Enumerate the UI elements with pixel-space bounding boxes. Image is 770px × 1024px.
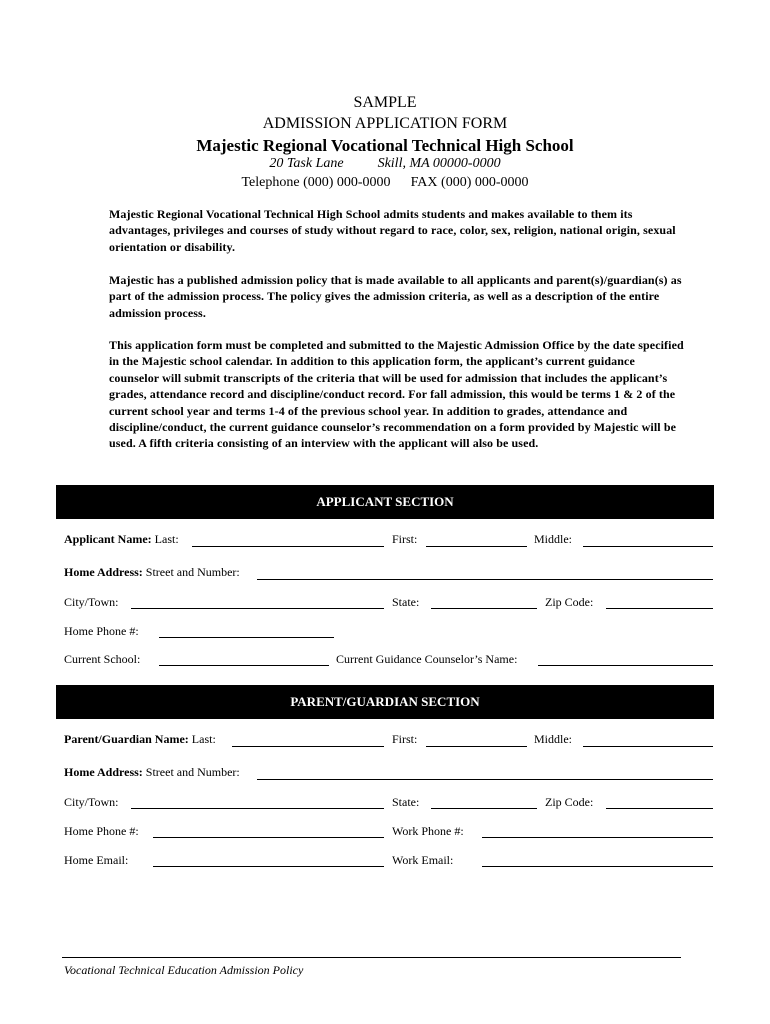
applicant-first-label: First:: [392, 532, 418, 546]
footer-divider: [62, 957, 681, 958]
applicant-middle-name-field[interactable]: [583, 546, 713, 547]
guardian-state-field[interactable]: [431, 808, 537, 809]
guardian-street-field[interactable]: [257, 779, 713, 780]
applicant-middle-label: Middle:: [534, 532, 572, 546]
applicant-home-phone-label: Home Phone #:: [64, 624, 139, 638]
applicant-name-label: Applicant Name: Last:: [64, 532, 179, 546]
current-school-field[interactable]: [159, 665, 329, 666]
applicant-section-header: APPLICANT SECTION: [56, 485, 714, 519]
guardian-state-label: State:: [392, 795, 420, 809]
instructions-paragraph: This application form must be completed and submitted to the Majestic Admission Office by the date specified in the Majestic school calendar. In addition to this application form, the applicant’s current guidance counselor will submit transcripts of the criteria that will be used for admission that includes the applicant’s grades, attendance record and discipline/conduct record. For fall admission, this would be terms 1 & 2 of the current school year and terms 1-4 of the previous school year. In addition to grades, attendance and discipline/conduct, the current guidance counselor’s recommendation on a form provided by Majestic will be used. A fifth criteria consisting of an interview with the applicant will also be used.: [109, 338, 684, 451]
applicant-zip-label: Zip Code:: [545, 595, 594, 609]
form-title: ADMISSION APPLICATION FORM: [262, 115, 508, 132]
guardian-home-phone-label: Home Phone #:: [64, 824, 139, 838]
fax: FAX (000) 000-0000: [410, 175, 529, 190]
applicant-state-field[interactable]: [431, 608, 537, 609]
counselor-label: Current Guidance Counselor’s Name:: [336, 652, 518, 666]
school-contact: [0, 175, 770, 191]
guardian-home-email-label: Home Email:: [64, 853, 129, 867]
current-school-label: Current School:: [64, 652, 141, 666]
policy-paragraph: Majestic has a published admission policy that is made available to all applicants and parent(s)/guardian(s) as part of the admission process. The policy gives the admission criteria, as well as a description of the entire admission process.: [109, 273, 682, 320]
guardian-last-name-field[interactable]: [232, 746, 384, 747]
guardian-home-email-field[interactable]: [153, 866, 384, 867]
telephone: Telephone (000) 000-0000: [241, 175, 391, 190]
applicant-city-field[interactable]: [131, 608, 384, 609]
applicant-home-phone-field[interactable]: [159, 637, 334, 638]
guardian-first-label: First:: [392, 732, 418, 746]
guardian-home-phone-field[interactable]: [153, 837, 384, 838]
counselor-field[interactable]: [538, 665, 713, 666]
applicant-first-name-field[interactable]: [426, 546, 527, 547]
guardian-name-label: Parent/Guardian Name: Last:: [64, 732, 216, 746]
footer-text: Vocational Technical Education Admission Policy: [64, 963, 304, 977]
guardian-city-label: City/Town:: [64, 795, 119, 809]
address-city: Skill, MA 00000-0000: [377, 156, 501, 171]
guardian-zip-field[interactable]: [606, 808, 713, 809]
address-street: 20 Task Lane: [269, 156, 344, 171]
guardian-first-name-field[interactable]: [426, 746, 527, 747]
guardian-work-email-field[interactable]: [482, 866, 713, 867]
applicant-state-label: State:: [392, 595, 420, 609]
sample-label: SAMPLE: [353, 94, 417, 111]
school-name: Majestic Regional Vocational Technical High School: [196, 136, 574, 155]
guardian-section-header: PARENT/GUARDIAN SECTION: [56, 685, 714, 719]
applicant-address-label: Home Address: Street and Number:: [64, 565, 240, 579]
guardian-middle-label: Middle:: [534, 732, 572, 746]
guardian-work-phone-label: Work Phone #:: [392, 824, 464, 838]
guardian-work-phone-field[interactable]: [482, 837, 713, 838]
applicant-city-label: City/Town:: [64, 595, 119, 609]
school-address: [0, 156, 770, 172]
applicant-street-field[interactable]: [257, 579, 713, 580]
nondiscrimination-paragraph: Majestic Regional Vocational Technical High School admits students and makes available to them its advantages, privileges and courses of study without regard to race, color, sex, religion, national origin, sexual orientation or disability.: [109, 207, 676, 254]
guardian-middle-name-field[interactable]: [583, 746, 713, 747]
guardian-work-email-label: Work Email:: [392, 853, 454, 867]
guardian-address-label: Home Address: Street and Number:: [64, 765, 240, 779]
guardian-zip-label: Zip Code:: [545, 795, 594, 809]
applicant-last-name-field[interactable]: [192, 546, 384, 547]
guardian-city-field[interactable]: [131, 808, 384, 809]
applicant-zip-field[interactable]: [606, 608, 713, 609]
